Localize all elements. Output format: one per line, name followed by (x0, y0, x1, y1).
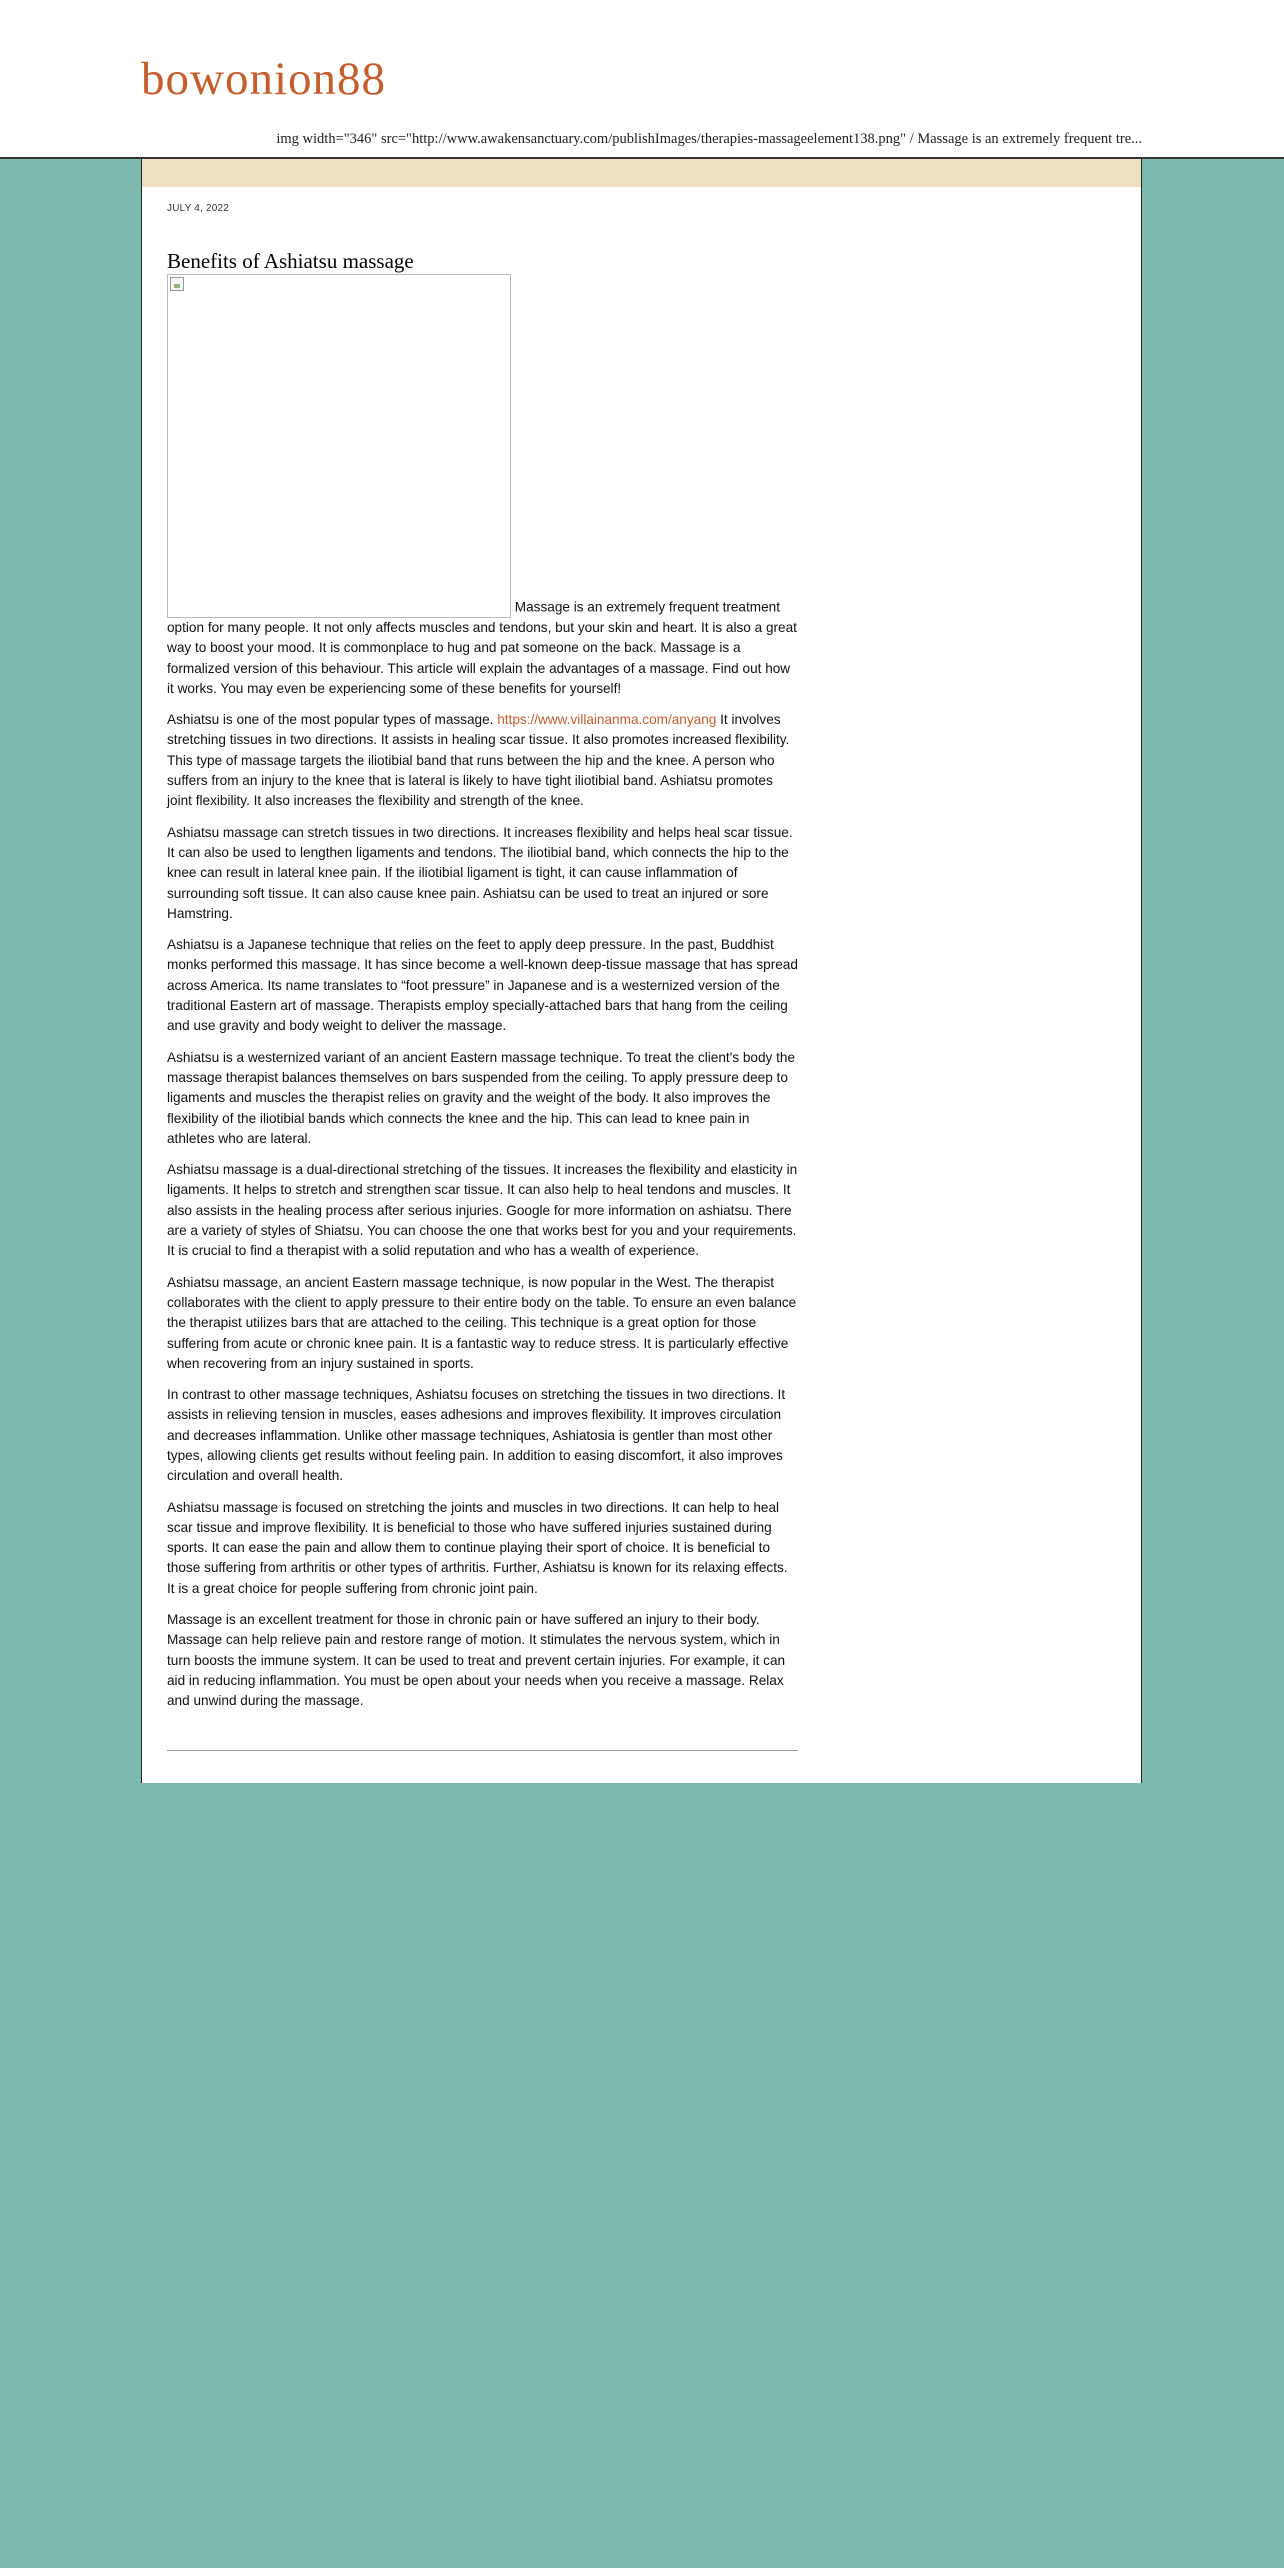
p2-text-after-link: It involves stretching tissues in two directions. It assists in healing scar tissue. It also promotes increased flexibility. This type of massage targets the iliotibial band that runs between the hip and the knee. A person who suffers from an injury to the knee that is lateral is likely to have tight iliotibial band. Ashiatsu promotes joint flexibility. It also increases the flexibility and strength of the knee. (167, 712, 790, 809)
top-decorative-bar (142, 159, 1141, 187)
p2-text-before-link: Ashiatsu is one of the most popular types of massage. (167, 712, 498, 728)
anyang-link[interactable]: https://www.villainanma.com/anyang (497, 712, 717, 728)
main-content-column (141, 159, 1142, 1783)
post-paragraph-4: Ashiatsu is a Japanese technique that relies on the feet to apply deep pressure. In the past, Buddhist monks performed this massage. It has since become a well-known deep-tissue massage that has spread across America. Its name translates to “foot pressure” in Japanese and is a westernized version of the traditional Eastern art of massage. Therapists employ specially-attached bars that hang from the ceiling and use gravity and body weight to deliver the massage. (167, 937, 798, 1034)
post-image (167, 274, 511, 618)
post-paragraph-5: Ashiatsu is a westernized variant of an ancient Eastern massage technique. To treat the client's body the massage therapist balances themselves on bars suspended from the ceiling. To apply pressure deep to ligaments and muscles the therapist relies on gravity and the weight of the body. It also improves the flexibility of the iliotibial bands which connects the knee and the hip. This can lead to knee pain in athletes who are lateral. (167, 1049, 796, 1146)
post-body (167, 274, 798, 1712)
broken-image-icon (170, 277, 184, 291)
post-paragraph-2 (167, 710, 798, 811)
post-paragraph-3: Ashiatsu massage can stretch tissues in two directions. It increases flexibility and helps heal scar tissue. It can also be used to lengthen ligaments and tendons. The iliotibial band, which connects the hip to the knee can result in lateral knee pain. If the iliotibial ligament is tight, it can cause inflammation of surrounding soft tissue. It can also cause knee pain. Ashiatsu can be used to treat an injured or sore Hamstring. (167, 824, 793, 921)
blog-header (0, 0, 1284, 159)
post-paragraph-10: Massage is an excellent treatment for those in chronic pain or have suffered an injury to their body. Massage can help relieve pain and restore range of motion. It stimulates the nervous system, which in turn boosts the immune system. It can be used to treat and prevent certain injuries. For example, it can aid in reducing inflammation. You must be open about your needs when you receive a massage. Relax and unwind during the massage. (167, 1612, 786, 1709)
post-footer-divider (167, 1750, 798, 1751)
post-paragraph-1 (167, 274, 798, 699)
post-title: Benefits of Ashiatsu massage (167, 249, 414, 273)
intro-text: Massage is an extremely frequent treatment option for many people. It not only affects muscles and tendons, but your skin and heart. It is also a great way to boost your mood. It is commonplace to hug and pat someone on the back. Massage is a formalized version of this behaviour. This article will explain the advantages of a massage. Find out how it works. You may even be experiencing some of these benefits for yourself! (167, 599, 797, 696)
post-date: JULY 4, 2022 (167, 203, 230, 214)
blog-title-link[interactable]: bowonion88 (141, 53, 386, 105)
post-paragraph-7: Ashiatsu massage, an ancient Eastern massage technique, is now popular in the West. The therapist collaborates with the client to apply pressure to their entire body on the table. To ensure an even balance the therapist utilizes bars that are attached to the ceiling. This technique is a great option for those suffering from acute or chronic knee pain. It is a fantastic way to reduce stress. It is particularly effective when recovering from an injury sustained in sports. (167, 1274, 797, 1371)
blog-description: img width="346" src="http://www.awakensanctuary.com/publishImages/therapies-massageelement138.png" / Massage is an extremely frequent tre... (276, 131, 1142, 147)
blog-post (167, 203, 798, 1751)
post-paragraph-6: Ashiatsu massage is a dual-directional stretching of the tissues. It increases the flexibility and elasticity in ligaments. It helps to stretch and strengthen scar tissue. It can also help to heal tendons and muscles. It also assists in the healing process after serious injuries. Google for more information on ashiatsu. There are a variety of styles of Shiatsu. You can choose the one that works best for you and your requirements. It is crucial to find a therapist with a solid reputation and who has a wealth of experience. (167, 1162, 798, 1259)
post-paragraph-8: In contrast to other massage techniques, Ashiatsu focuses on stretching the tissues in two directions. It assists in relieving tension in muscles, eases adhesions and improves flexibility. It improves circulation and decreases inflammation. Unlike other massage techniques, Ashiatosia is gentler than most other types, allowing clients get results without feeling pain. In addition to easing discomfort, it also improves circulation and overall health. (167, 1387, 786, 1484)
post-paragraph-9: Ashiatsu massage is focused on stretching the joints and muscles in two directions. It can help to heal scar tissue and improve flexibility. It is beneficial to those who have suffered injuries sustained during sports. It can ease the pain and allow them to continue playing their sport of choice. It is beneficial to those suffering from arthritis or other types of arthritis. Further, Ashiatsu is known for its relaxing effects. It is a great choice for people suffering from chronic joint pain. (167, 1499, 788, 1596)
